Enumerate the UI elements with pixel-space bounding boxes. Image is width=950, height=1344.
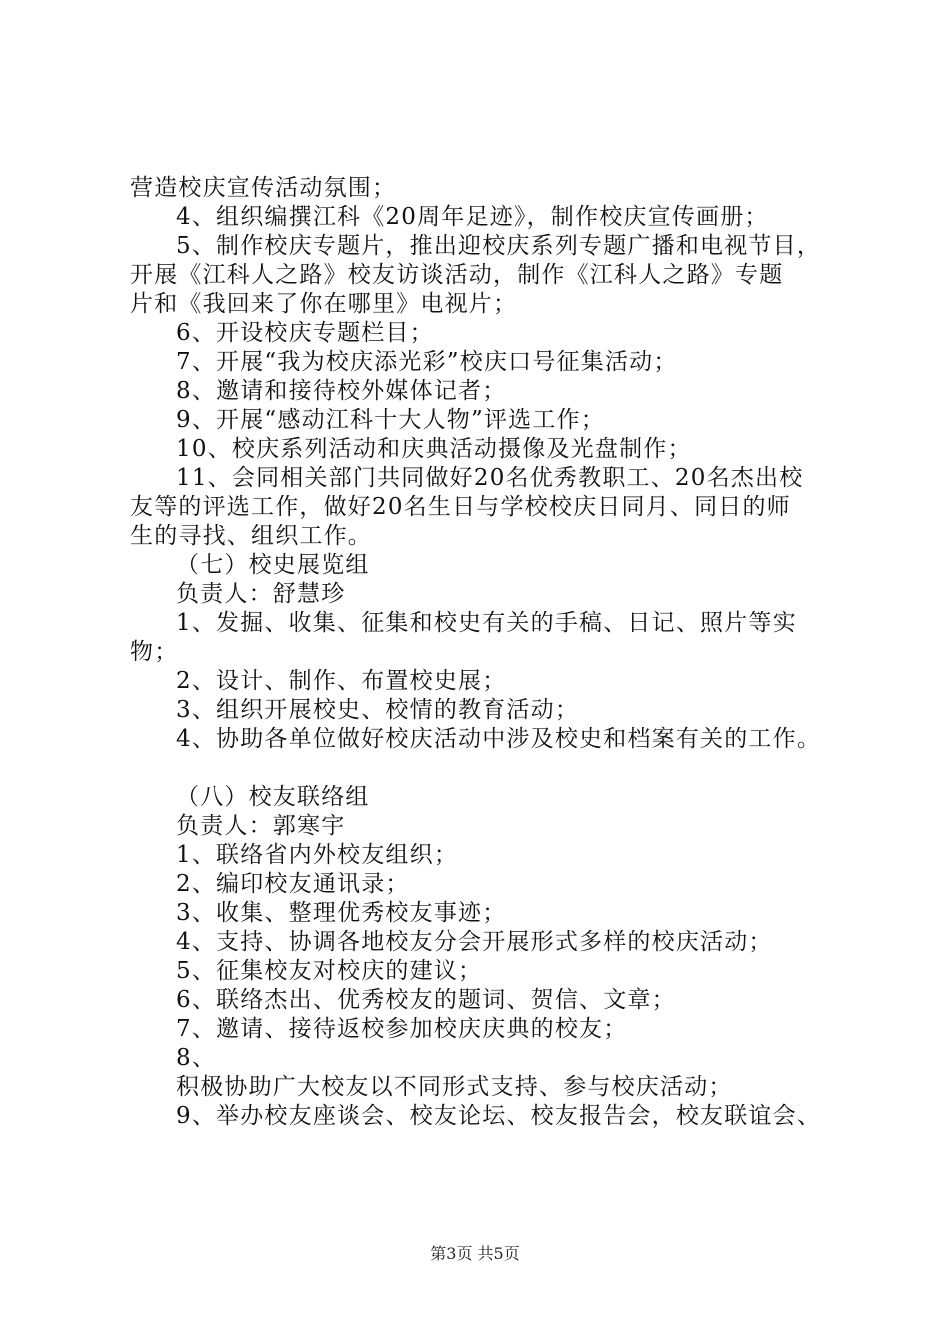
list-item: 2、编印校友通讯录； [176, 871, 410, 897]
document-body [130, 174, 845, 1131]
list-item: 积极协助广大校友以不同形式支持、参与校庆活动； [176, 1074, 733, 1100]
list-item: 4、协助各单位做好校庆活动中涉及校史和档案有关的工作。 [176, 726, 822, 752]
list-item: 7、开展“我为校庆添光彩”校庆口号征集活动； [176, 349, 678, 375]
section-lead: 负责人：郭寒宇 [176, 813, 346, 839]
section-heading: （八）校友联络组 [176, 784, 370, 810]
list-item: 8、 [176, 1045, 217, 1071]
list-item: 7、邀请、接待返校参加校庆庆典的校友； [176, 1016, 628, 1042]
list-item: 4、组织编撰江科《20周年足迹》，制作校庆宣传画册； [176, 204, 769, 230]
list-item: 11、会同相关部门共同做好20名优秀教职工、20名杰出校 [176, 465, 804, 491]
list-item: 5、制作校庆专题片，推出迎校庆系列专题广播和电视节目， [176, 233, 822, 259]
list-item: 8、邀请和接待校外媒体记者； [176, 378, 507, 404]
text-line: 物； [130, 639, 179, 665]
text-line: 营造校庆宣传活动氛围； [130, 175, 397, 201]
list-item: 9、举办校友座谈会、校友论坛、校友报告会，校友联谊会、 [176, 1103, 822, 1129]
list-item: 6、开设校庆专题栏目； [176, 320, 434, 346]
list-item: 10、校庆系列活动和庆典活动摄像及光盘制作； [176, 436, 692, 462]
list-item: 3、组织开展校史、校情的教育活动； [176, 697, 580, 723]
list-item: 1、联络省内外校友组织； [176, 842, 459, 868]
text-line: 友等的评选工作，做好20名生日与学校校庆日同月、同日的师 [130, 494, 791, 520]
list-item: 6、联络杰出、优秀校友的题词、贺信、文章； [176, 987, 676, 1013]
text-line: 开展《江科人之路》校友访谈活动，制作《江科人之路》专题 [130, 262, 784, 288]
list-item: 2、设计、制作、布置校史展； [176, 668, 507, 694]
list-item: 9、开展“感动江科十大人物”评选工作； [176, 407, 605, 433]
list-item: 4、支持、协调各地校友分会开展形式多样的校庆活动； [176, 929, 773, 955]
page-footer: 第3页 共5页 [430, 1244, 520, 1263]
section-heading: （七）校史展览组 [176, 552, 370, 578]
section-lead: 负责人：舒慧珍 [176, 581, 346, 607]
list-item: 3、收集、整理优秀校友事迹； [176, 900, 507, 926]
text-line: 生的寻找、组织工作。 [130, 523, 372, 549]
list-item: 1、发掘、收集、征集和校史有关的手稿、日记、照片等实 [176, 610, 797, 636]
list-item: 5、征集校友对校庆的建议； [176, 958, 483, 984]
text-line: 片和《我回来了你在哪里》电视片； [130, 291, 518, 317]
blank-line [130, 754, 845, 783]
